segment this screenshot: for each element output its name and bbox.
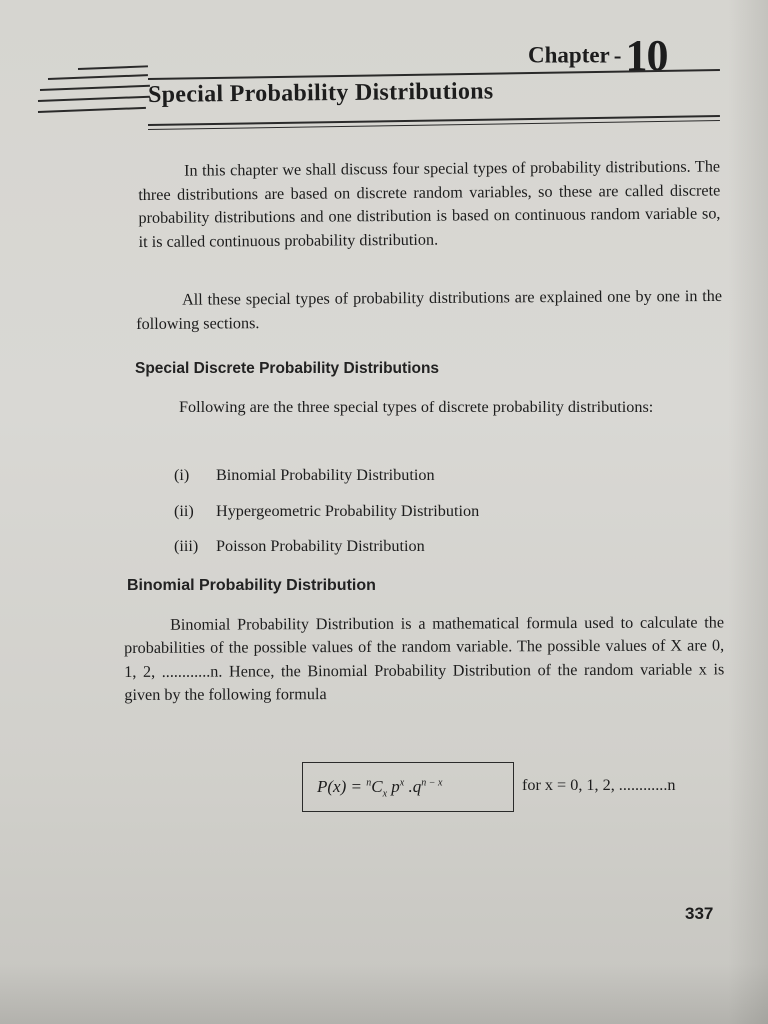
list-item-number: (i) — [174, 466, 190, 484]
binomial-paragraph — [124, 611, 724, 707]
list-item-label: Poisson Probability Distribution — [216, 537, 425, 555]
intro-paragraph-2 — [136, 285, 722, 336]
page-shadow-bottom — [0, 964, 768, 1024]
formula-lhs: P(x) = — [317, 777, 367, 796]
formula-n-minus-x-superscript: n − x — [421, 777, 443, 789]
formula-n-superscript: n — [366, 777, 372, 789]
list-item-number: (iii) — [174, 537, 199, 555]
section-heading-discrete: Special Discrete Probability Distributions — [135, 360, 440, 377]
chapter-number: 10 — [625, 31, 668, 80]
page-shadow-right — [728, 0, 768, 1024]
section-heading-binomial: Binomial Probability Distribution — [127, 577, 376, 594]
discrete-paragraph-text: Following are the three special types of discrete probability distributions: — [179, 398, 654, 416]
list-item-label: Binomial Probability Distribution — [216, 466, 435, 484]
chapter-word: Chapter — [528, 42, 610, 68]
list-item — [174, 529, 479, 565]
discrete-paragraph — [133, 396, 725, 420]
list-item — [174, 458, 479, 494]
chapter-dash: - — [613, 42, 622, 68]
discrete-distribution-list — [174, 458, 479, 565]
list-item-label: Hypergeometric Probability Distribution — [216, 501, 480, 520]
intro-paragraph-1-text: In this chapter we shall discuss four special types of probability distributions. The three distributions are based on discrete random variables, so these are called discrete probability distributions and one distribution is based on continuous random variable so, it is called continuous probability distribution. — [138, 157, 721, 251]
binomial-paragraph-text: Binomial Probability Distribution is a mathematical formula used to calculate the probabilities of the possible values of the random variable. The possible values of X are 0, 1, 2, ............n. Hence, the Binomial Probability Distribution of the random variable x is given by the following formula — [124, 613, 725, 704]
list-item — [174, 494, 479, 530]
decorative-lines — [38, 62, 150, 122]
formula-c: C — [371, 777, 383, 796]
formula-x-superscript: x — [399, 777, 405, 789]
list-item-number: (ii) — [174, 501, 194, 520]
formula-x-subscript: x — [382, 788, 388, 800]
intro-paragraph-2-text: All these special types of probability distributions are explained one by one in the following sections. — [136, 286, 723, 333]
formula-q: .q — [404, 777, 422, 796]
chapter-title: Special Probability Distributions — [147, 78, 494, 108]
formula-domain: for x = 0, 1, 2, ............n — [522, 776, 676, 794]
binomial-formula — [302, 762, 514, 812]
intro-paragraph-1 — [138, 155, 721, 254]
formula-p: p — [387, 777, 400, 796]
page-number: 337 — [685, 904, 714, 923]
